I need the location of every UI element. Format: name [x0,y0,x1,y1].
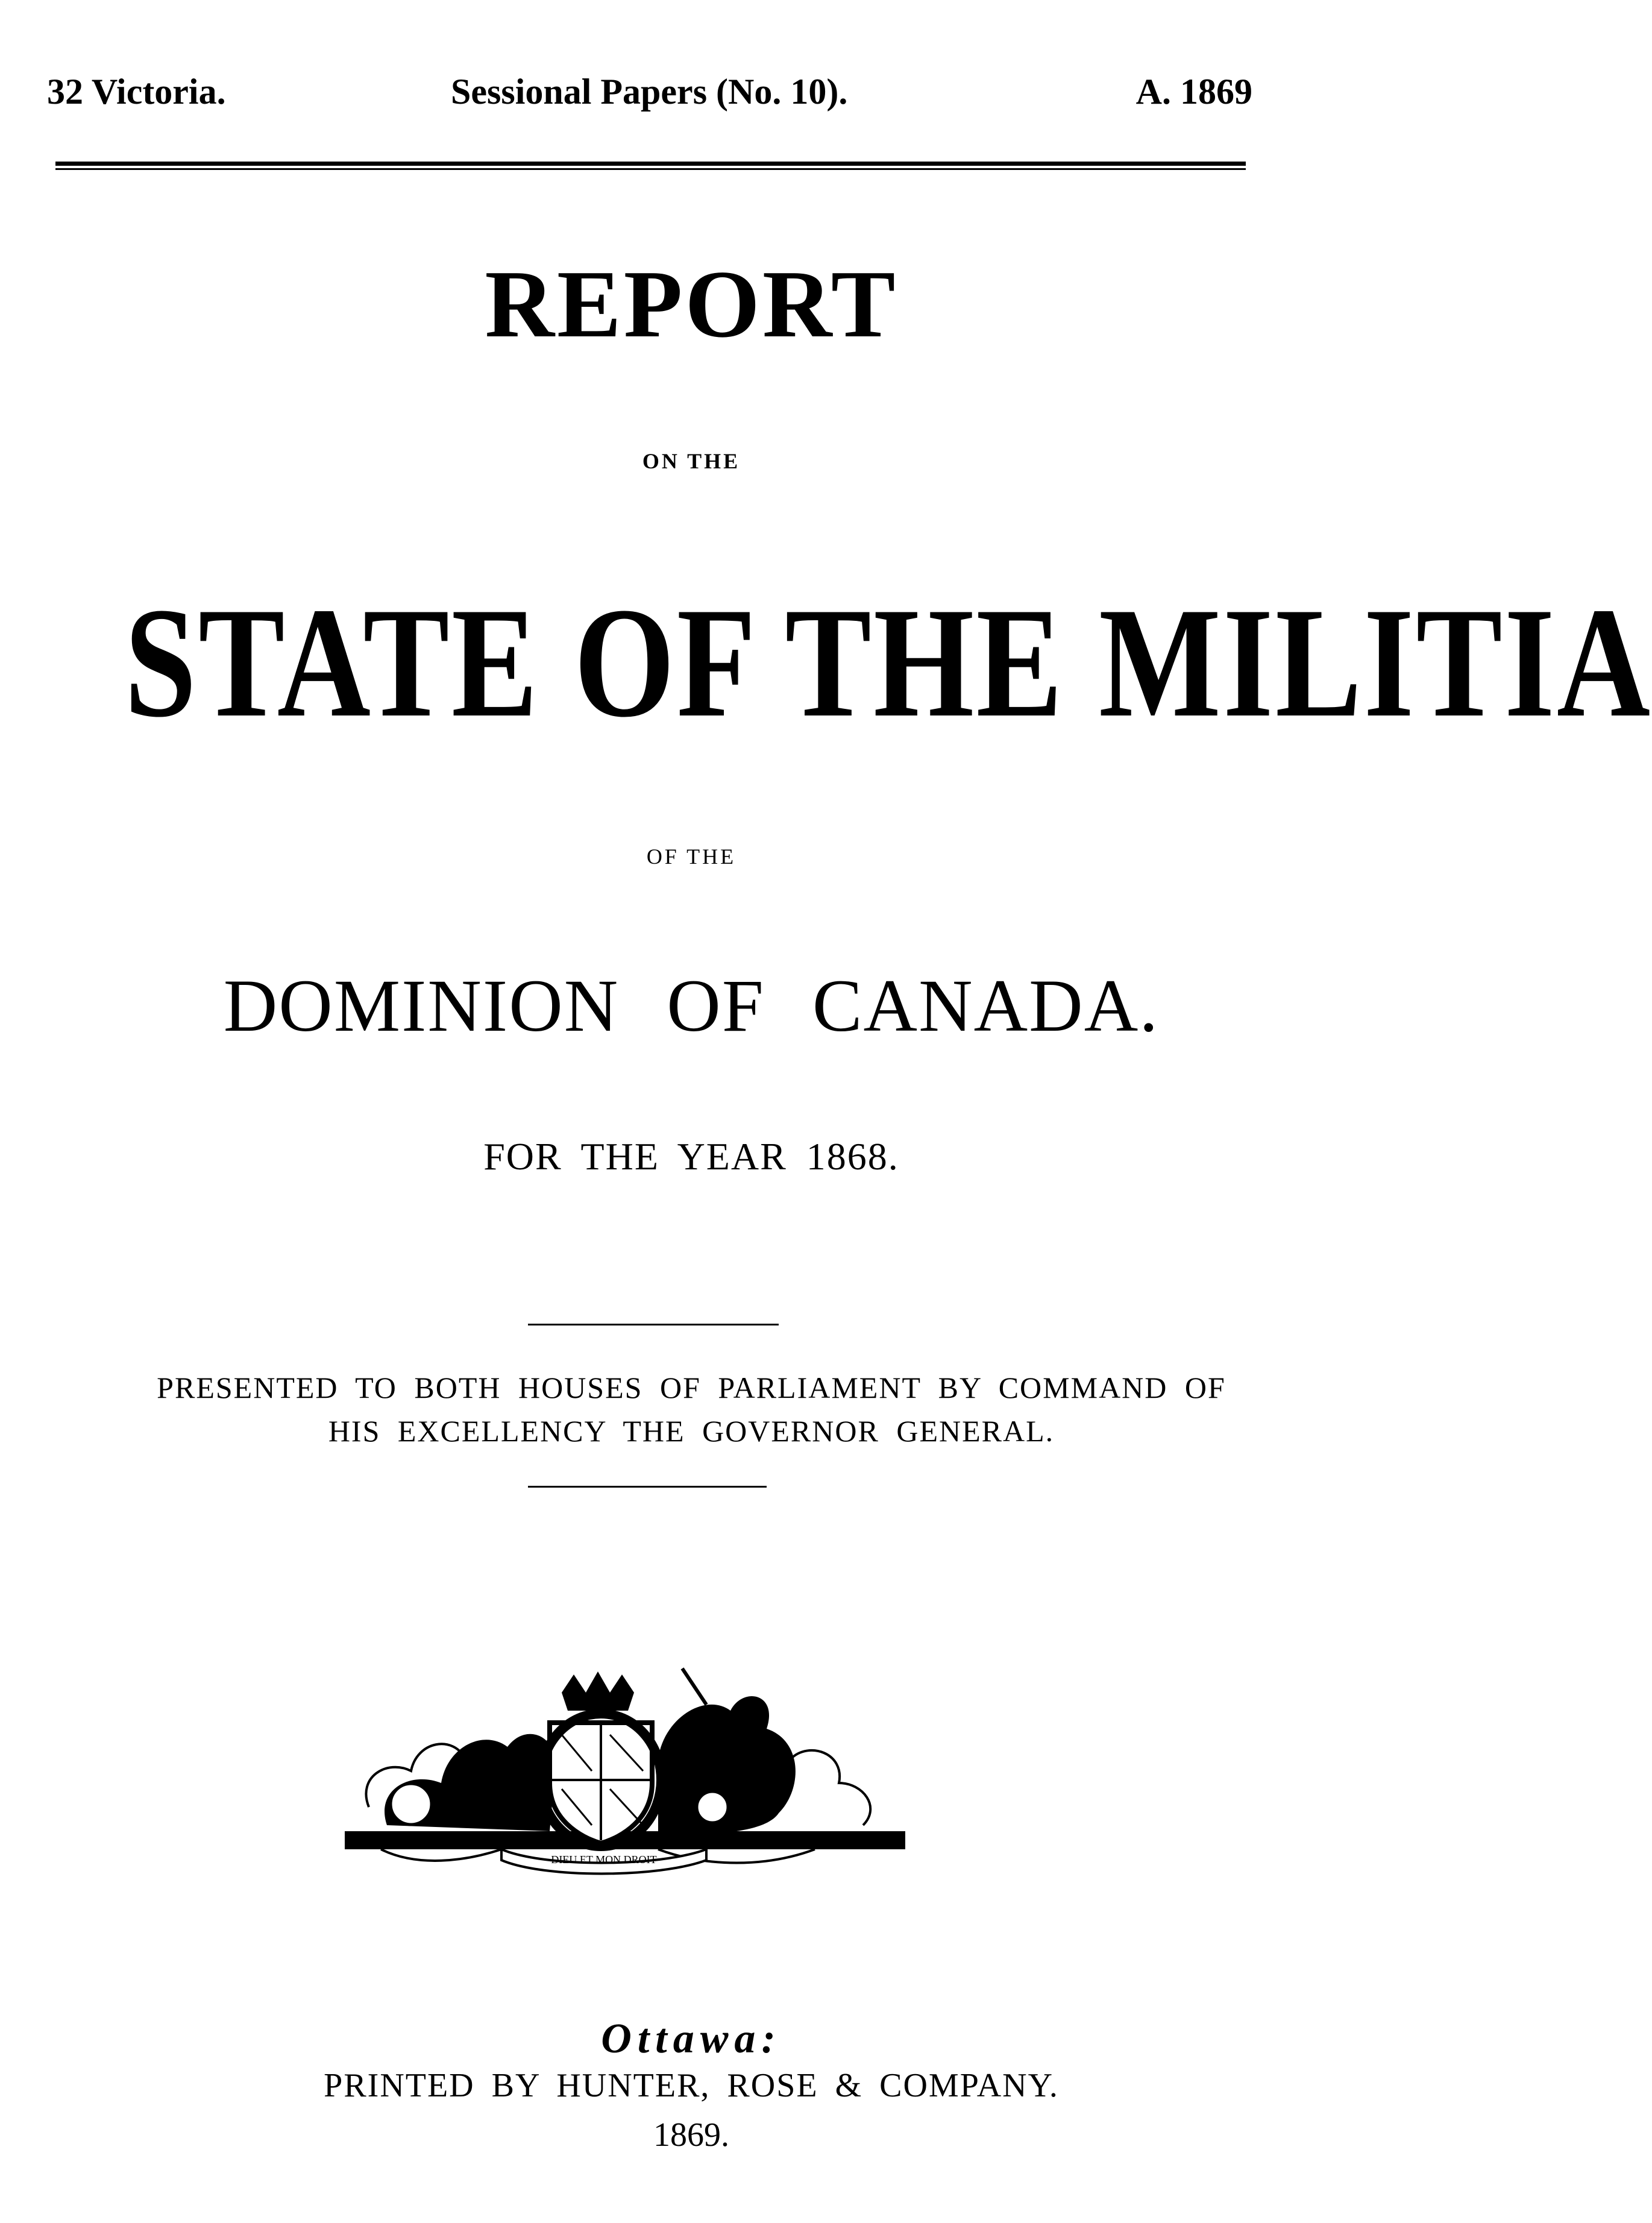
royal-coat-of-arms-icon [345,1668,905,1891]
presented-statement [48,1366,1334,1453]
imprint-year: 1869. [653,2116,729,2154]
header-regnal-year: 32 Victoria. [47,72,226,112]
presented-line-1: PRESENTED TO BOTH HOUSES OF PARLIAMENT BY COMMAND OF [157,1371,1226,1404]
imprint-printer: PRINTED BY HUNTER, ROSE & COMPANY. [324,2067,1059,2104]
divider-rule-top [528,1324,779,1325]
header-sessional-papers: Sessional Papers (No. 10). [451,72,848,112]
imprint-place: Ottawa: [601,2016,782,2062]
title-of-the: OF THE [646,844,736,869]
motto-text: DIEU ET MON DROIT [551,1854,657,1866]
title-state-of-the-militia: STATE OF THE MILITIA [124,575,1652,750]
title-dominion-of-canada: DOMINION OF CANADA. [223,964,1160,1047]
header-year: A. 1869 [1135,72,1252,112]
title-for-the-year: FOR THE YEAR 1868. [483,1135,899,1178]
presented-line-2: HIS EXCELLENCY THE GOVERNOR GENERAL. [328,1414,1055,1448]
header-double-rule [55,162,1246,170]
title-on-the: ON THE [642,449,741,473]
divider-rule-bottom [528,1486,767,1488]
title-report: REPORT [485,250,898,357]
